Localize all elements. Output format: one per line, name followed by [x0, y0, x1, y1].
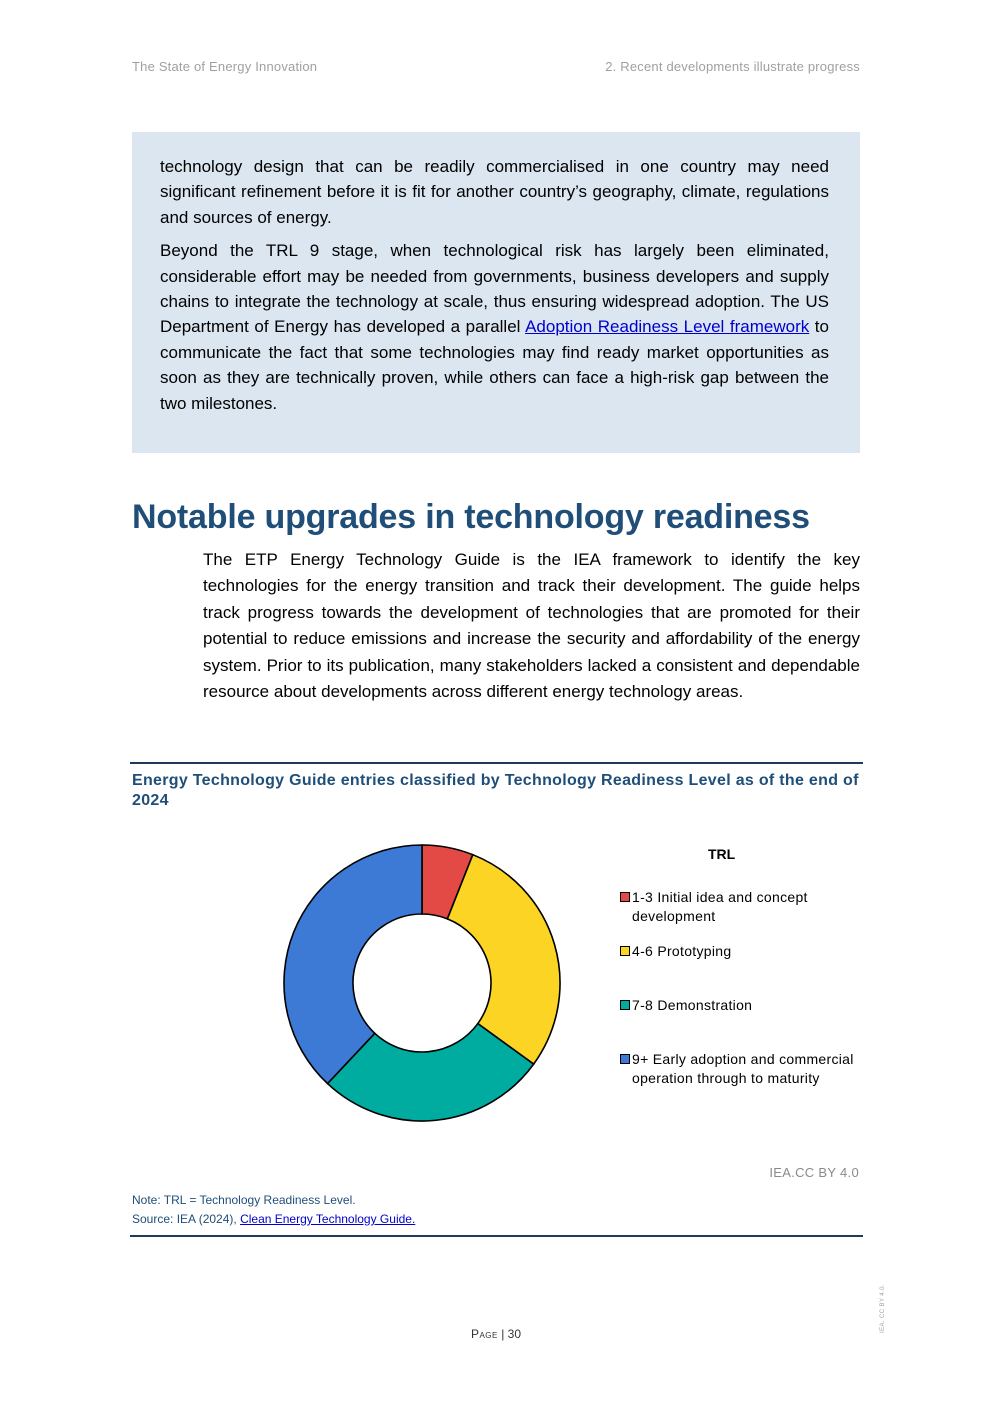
- donut-slice-trl-4-6: [447, 855, 560, 1064]
- legend-item-trl-7-8: [620, 996, 860, 1015]
- legend-label: 7-8 Demonstration: [632, 997, 753, 1013]
- chart-credit: IEA.CC BY 4.0: [769, 1165, 859, 1180]
- legend-swatch: [620, 1000, 630, 1010]
- donut-slice-trl-9-plus: [284, 845, 422, 1084]
- running-header-right: 2. Recent developments illustrate progress: [605, 59, 860, 74]
- page-number-value: 30: [507, 1327, 522, 1341]
- chart-notes: [132, 1191, 415, 1229]
- chart-title: Energy Technology Guide entries classified by Technology Readiness Level as of the end of 2024: [132, 772, 859, 809]
- legend-item-trl-9-plus: [620, 1050, 860, 1087]
- running-header-left: The State of Energy Innovation: [132, 59, 318, 74]
- chart-note: Note: TRL = Technology Readiness Level.: [132, 1193, 356, 1207]
- legend-title: TRL: [708, 846, 736, 862]
- adoption-readiness-link[interactable]: Adoption Readiness Level framework: [525, 317, 810, 337]
- page-number: [0, 1327, 992, 1341]
- legend-label: 9+ Early adoption and commercial operation through to maturity: [632, 1051, 854, 1086]
- chart-source-prefix: Source: IEA (2024),: [132, 1212, 241, 1226]
- clean-energy-technology-guide-link[interactable]: Clean Energy Technology Guide.: [240, 1212, 416, 1226]
- section-heading: Notable upgrades in technology readiness: [132, 498, 810, 536]
- page-label: Page: [470, 1327, 498, 1341]
- box-paragraph-2-end: to communicate the fact that some technologies may find ready market opportunities as soon as they are technically proven, while others can face a high-risk gap between the two milestones.: [160, 317, 829, 413]
- side-license-text: IEA. CC BY 4.0.: [880, 1284, 886, 1333]
- side-license-mark: [880, 1283, 892, 1333]
- legend-swatch: [620, 1054, 630, 1064]
- section-intro: The ETP Energy Technology Guide is the IEA framework to identify the key technologies for the energy transition and track their development. The guide helps track progress towards the development of technologies that are promoted for their potential to reduce emissions and increase the security and affordability of the energy system. Prior to its publication, many stakeholders lacked a consistent and dependable resource about developments across different energy technology areas.: [203, 550, 860, 702]
- legend-swatch: [620, 892, 630, 902]
- legend-item-trl-1-3: [620, 888, 860, 925]
- legend-label: 1-3 Initial idea and concept development: [632, 889, 808, 924]
- legend-label: 4-6 Prototyping: [632, 943, 732, 959]
- legend-item-trl-4-6: [620, 942, 860, 961]
- figure-bottom-rule: [130, 1235, 863, 1237]
- legend-swatch: [620, 946, 630, 956]
- chart-source: [132, 1210, 415, 1229]
- box-paragraph-2-start: Beyond the TRL 9 stage, when technological risk has largely been eliminated, considerable effort may be needed from governments, business developers and supply chains to integrate the technology at scale, thus ensuring widespread adoption. The US Department of Energy has developed a parallel: [160, 241, 829, 337]
- box-paragraph-1: technology design that can be readily commercialised in one country may need significant refinement before it is fit for another country’s geography, climate, regulations and sources of energy.: [160, 157, 829, 227]
- donut-slices: [284, 845, 560, 1121]
- page-separator: |: [497, 1327, 508, 1341]
